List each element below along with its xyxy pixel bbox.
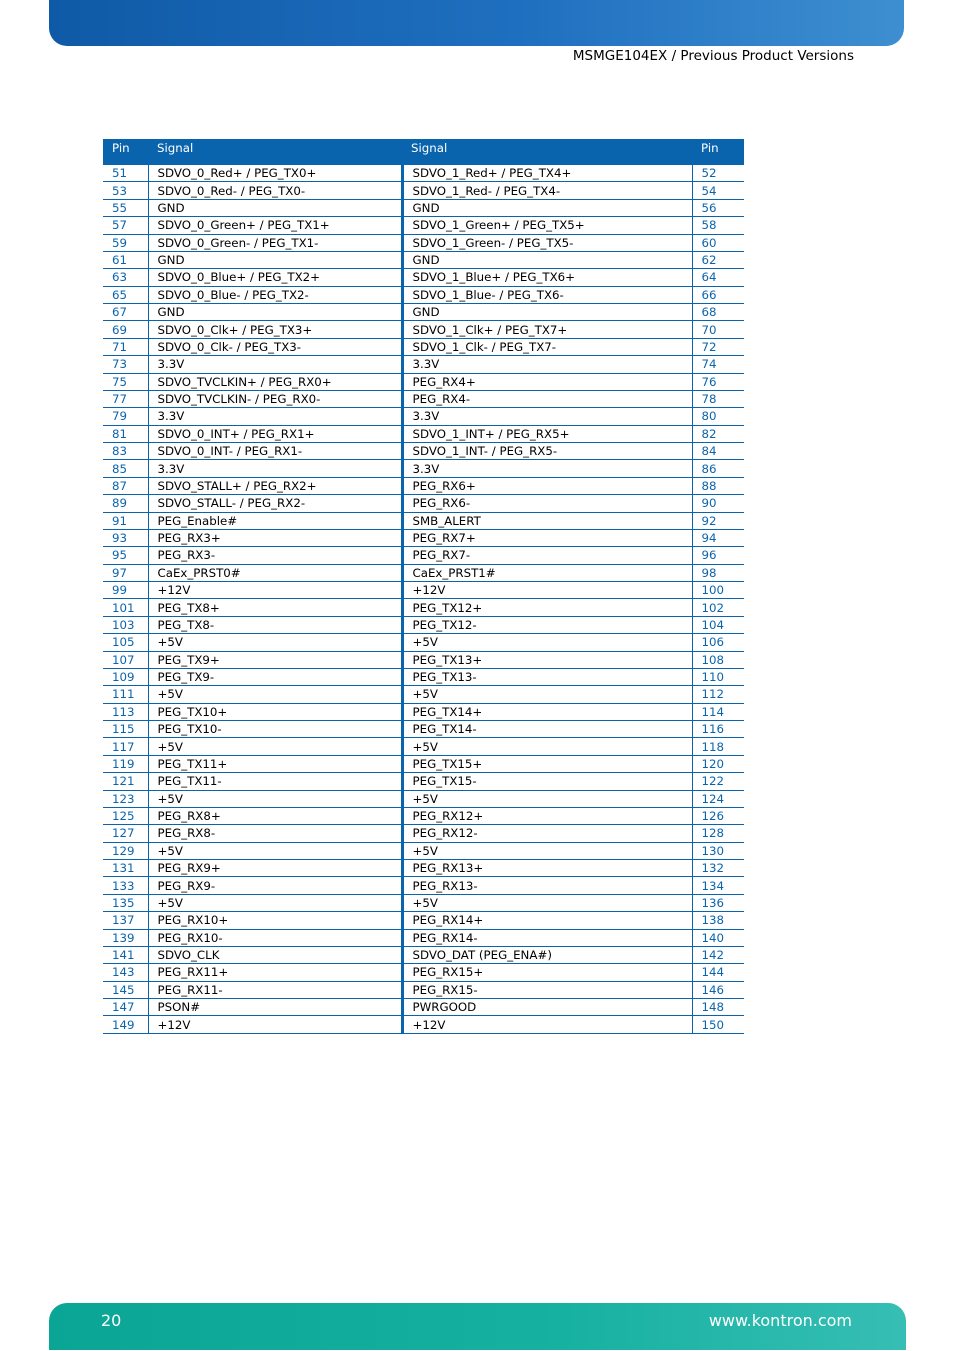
signal-right-cell: SDVO_1_Green- / PEG_TX5-: [402, 234, 692, 251]
pin-left-cell: 73: [103, 356, 148, 373]
pin-right-cell: 62: [692, 251, 744, 268]
pin-right-cell: 132: [692, 860, 744, 877]
pin-right-cell: 124: [692, 790, 744, 807]
header-signal-right: Signal: [402, 139, 692, 165]
pin-right-cell: 64: [692, 269, 744, 286]
table-row: [103, 338, 744, 355]
signal-right-cell: CaEx_PRST1#: [402, 564, 692, 581]
table-row: [103, 529, 744, 546]
pin-left-cell: 61: [103, 251, 148, 268]
signal-right-cell: SDVO_DAT (PEG_ENA#): [402, 946, 692, 963]
pin-right-cell: 126: [692, 807, 744, 824]
signal-right-cell: +5V: [402, 842, 692, 859]
pin-right-cell: 116: [692, 721, 744, 738]
table-row: [103, 425, 744, 442]
signal-left-cell: 3.3V: [148, 460, 402, 477]
pin-left-cell: 107: [103, 651, 148, 668]
document-title: MSMGE104EX / Previous Product Versions: [572, 48, 854, 64]
pin-right-cell: 94: [692, 529, 744, 546]
pin-left-cell: 131: [103, 860, 148, 877]
pin-right-cell: 92: [692, 512, 744, 529]
pin-left-cell: 127: [103, 825, 148, 842]
pin-right-cell: 76: [692, 373, 744, 390]
signal-right-cell: PWRGOOD: [402, 999, 692, 1016]
pin-right-cell: 96: [692, 547, 744, 564]
pin-right-cell: 118: [692, 738, 744, 755]
pin-right-cell: 122: [692, 773, 744, 790]
signal-left-cell: PEG_RX10+: [148, 912, 402, 929]
pin-left-cell: 85: [103, 460, 148, 477]
signal-right-cell: 3.3V: [402, 460, 692, 477]
signal-left-cell: +5V: [148, 894, 402, 911]
table-row: [103, 373, 744, 390]
table-row: [103, 912, 744, 929]
pin-left-cell: 65: [103, 286, 148, 303]
pin-left-cell: 71: [103, 338, 148, 355]
header-signal-left: Signal: [148, 139, 402, 165]
signal-right-cell: +12V: [402, 582, 692, 599]
pin-left-cell: 59: [103, 234, 148, 251]
pin-left-cell: 81: [103, 425, 148, 442]
signal-right-cell: PEG_RX7+: [402, 529, 692, 546]
pin-right-cell: 108: [692, 651, 744, 668]
table-row: [103, 773, 744, 790]
pin-left-cell: 139: [103, 929, 148, 946]
pin-right-cell: 66: [692, 286, 744, 303]
pin-left-cell: 105: [103, 634, 148, 651]
pin-right-cell: 120: [692, 755, 744, 772]
pin-right-cell: 58: [692, 217, 744, 234]
pin-right-cell: 82: [692, 425, 744, 442]
table-row: [103, 408, 744, 425]
signal-right-cell: SDVO_1_Blue+ / PEG_TX6+: [402, 269, 692, 286]
signal-right-cell: GND: [402, 251, 692, 268]
pin-right-cell: 114: [692, 703, 744, 720]
table-row: [103, 269, 744, 286]
pin-right-cell: 102: [692, 599, 744, 616]
signal-right-cell: PEG_RX13+: [402, 860, 692, 877]
header-pin-left: Pin: [103, 139, 148, 165]
pin-left-cell: 55: [103, 199, 148, 216]
signal-right-cell: +12V: [402, 1016, 692, 1033]
footer-bar: [49, 1303, 906, 1350]
signal-right-cell: PEG_RX12+: [402, 807, 692, 824]
pin-left-cell: 129: [103, 842, 148, 859]
table-row: [103, 165, 744, 182]
pin-left-cell: 137: [103, 912, 148, 929]
signal-right-cell: SDVO_1_INT+ / PEG_RX5+: [402, 425, 692, 442]
signal-left-cell: GND: [148, 304, 402, 321]
signal-right-cell: PEG_RX14+: [402, 912, 692, 929]
signal-left-cell: PSON#: [148, 999, 402, 1016]
table-row: [103, 703, 744, 720]
signal-right-cell: GND: [402, 304, 692, 321]
table-row: [103, 686, 744, 703]
pin-left-cell: 149: [103, 1016, 148, 1033]
signal-left-cell: +5V: [148, 634, 402, 651]
signal-right-cell: PEG_RX15-: [402, 981, 692, 998]
table-row: [103, 599, 744, 616]
signal-left-cell: SDVO_0_Red+ / PEG_TX0+: [148, 165, 402, 182]
pin-left-cell: 91: [103, 512, 148, 529]
signal-right-cell: +5V: [402, 738, 692, 755]
signal-right-cell: SDVO_1_Clk- / PEG_TX7-: [402, 338, 692, 355]
signal-right-cell: PEG_RX12-: [402, 825, 692, 842]
table-row: [103, 825, 744, 842]
signal-left-cell: PEG_RX3+: [148, 529, 402, 546]
pin-left-cell: 75: [103, 373, 148, 390]
pin-right-cell: 78: [692, 390, 744, 407]
pin-right-cell: 88: [692, 477, 744, 494]
pin-left-cell: 125: [103, 807, 148, 824]
signal-right-cell: GND: [402, 199, 692, 216]
signal-right-cell: PEG_RX6+: [402, 477, 692, 494]
pin-left-cell: 135: [103, 894, 148, 911]
signal-right-cell: SDVO_1_Red+ / PEG_TX4+: [402, 165, 692, 182]
pin-right-cell: 112: [692, 686, 744, 703]
pin-right-cell: 104: [692, 616, 744, 633]
signal-left-cell: PEG_RX11+: [148, 964, 402, 981]
pin-right-cell: 90: [692, 495, 744, 512]
pin-left-cell: 79: [103, 408, 148, 425]
pin-right-cell: 52: [692, 165, 744, 182]
signal-left-cell: GND: [148, 199, 402, 216]
header-bar: [49, 0, 904, 46]
pin-left-cell: 123: [103, 790, 148, 807]
pin-left-cell: 67: [103, 304, 148, 321]
pin-left-cell: 63: [103, 269, 148, 286]
signal-right-cell: +5V: [402, 634, 692, 651]
pin-right-cell: 72: [692, 338, 744, 355]
signal-left-cell: +5V: [148, 790, 402, 807]
table-row: [103, 512, 744, 529]
pin-left-cell: 77: [103, 390, 148, 407]
signal-left-cell: +12V: [148, 582, 402, 599]
table-row: [103, 634, 744, 651]
signal-left-cell: SDVO_0_INT+ / PEG_RX1+: [148, 425, 402, 442]
signal-left-cell: PEG_RX3-: [148, 547, 402, 564]
table-row: [103, 443, 744, 460]
table-row: [103, 547, 744, 564]
signal-left-cell: PEG_RX9-: [148, 877, 402, 894]
table-row: [103, 651, 744, 668]
pin-left-cell: 95: [103, 547, 148, 564]
pin-right-cell: 110: [692, 668, 744, 685]
signal-right-cell: +5V: [402, 686, 692, 703]
signal-right-cell: PEG_TX12-: [402, 616, 692, 633]
signal-left-cell: SDVO_0_Blue+ / PEG_TX2+: [148, 269, 402, 286]
pin-right-cell: 74: [692, 356, 744, 373]
table-row: [103, 721, 744, 738]
signal-left-cell: PEG_RX9+: [148, 860, 402, 877]
signal-right-cell: PEG_TX12+: [402, 599, 692, 616]
signal-right-cell: PEG_RX7-: [402, 547, 692, 564]
table-row: [103, 877, 744, 894]
signal-left-cell: SDVO_0_INT- / PEG_RX1-: [148, 443, 402, 460]
signal-right-cell: PEG_TX14-: [402, 721, 692, 738]
pin-left-cell: 53: [103, 182, 148, 199]
signal-left-cell: PEG_RX8+: [148, 807, 402, 824]
pin-left-cell: 99: [103, 582, 148, 599]
table-row: [103, 790, 744, 807]
pin-left-cell: 103: [103, 616, 148, 633]
pin-left-cell: 145: [103, 981, 148, 998]
pin-right-cell: 128: [692, 825, 744, 842]
pin-right-cell: 140: [692, 929, 744, 946]
table-row: [103, 894, 744, 911]
pin-left-cell: 109: [103, 668, 148, 685]
table-row: [103, 582, 744, 599]
signal-left-cell: PEG_TX9+: [148, 651, 402, 668]
signal-left-cell: GND: [148, 251, 402, 268]
signal-right-cell: PEG_TX15+: [402, 755, 692, 772]
pin-right-cell: 106: [692, 634, 744, 651]
pin-right-cell: 100: [692, 582, 744, 599]
pin-left-cell: 83: [103, 443, 148, 460]
pin-right-cell: 70: [692, 321, 744, 338]
signal-left-cell: SDVO_0_Green- / PEG_TX1-: [148, 234, 402, 251]
signal-left-cell: SDVO_CLK: [148, 946, 402, 963]
signal-left-cell: SDVO_TVCLKIN- / PEG_RX0-: [148, 390, 402, 407]
table-row: [103, 616, 744, 633]
pin-right-cell: 84: [692, 443, 744, 460]
signal-right-cell: SDVO_1_Green+ / PEG_TX5+: [402, 217, 692, 234]
pin-left-cell: 51: [103, 165, 148, 182]
signal-left-cell: PEG_TX8-: [148, 616, 402, 633]
signal-left-cell: SDVO_0_Clk- / PEG_TX3-: [148, 338, 402, 355]
signal-right-cell: PEG_RX15+: [402, 964, 692, 981]
table-row: [103, 842, 744, 859]
pinout-table: [103, 139, 744, 1034]
signal-right-cell: PEG_RX14-: [402, 929, 692, 946]
signal-left-cell: +5V: [148, 686, 402, 703]
signal-left-cell: SDVO_0_Green+ / PEG_TX1+: [148, 217, 402, 234]
signal-right-cell: PEG_RX6-: [402, 495, 692, 512]
table-row: [103, 929, 744, 946]
pin-left-cell: 117: [103, 738, 148, 755]
signal-right-cell: SMB_ALERT: [402, 512, 692, 529]
pin-left-cell: 115: [103, 721, 148, 738]
signal-left-cell: PEG_RX8-: [148, 825, 402, 842]
table-row: [103, 251, 744, 268]
table-row: [103, 286, 744, 303]
signal-left-cell: SDVO_STALL- / PEG_RX2-: [148, 495, 402, 512]
signal-left-cell: PEG_RX10-: [148, 929, 402, 946]
pin-left-cell: 97: [103, 564, 148, 581]
table-row: [103, 321, 744, 338]
signal-left-cell: SDVO_TVCLKIN+ / PEG_RX0+: [148, 373, 402, 390]
signal-left-cell: SDVO_0_Blue- / PEG_TX2-: [148, 286, 402, 303]
pin-right-cell: 54: [692, 182, 744, 199]
pin-right-cell: 86: [692, 460, 744, 477]
table-row: [103, 460, 744, 477]
pin-right-cell: 150: [692, 1016, 744, 1033]
pin-left-cell: 121: [103, 773, 148, 790]
pin-right-cell: 142: [692, 946, 744, 963]
signal-left-cell: SDVO_0_Clk+ / PEG_TX3+: [148, 321, 402, 338]
signal-left-cell: +5V: [148, 738, 402, 755]
pin-left-cell: 111: [103, 686, 148, 703]
pin-left-cell: 141: [103, 946, 148, 963]
pin-left-cell: 69: [103, 321, 148, 338]
table-row: [103, 860, 744, 877]
signal-right-cell: SDVO_1_Red- / PEG_TX4-: [402, 182, 692, 199]
table-row: [103, 807, 744, 824]
table-row: [103, 564, 744, 581]
pin-right-cell: 148: [692, 999, 744, 1016]
table-row: [103, 964, 744, 981]
pin-left-cell: 93: [103, 529, 148, 546]
table-row: [103, 182, 744, 199]
page-number: 20: [101, 1311, 122, 1330]
pin-right-cell: 56: [692, 199, 744, 216]
signal-left-cell: CaEx_PRST0#: [148, 564, 402, 581]
table-body: [103, 165, 744, 1033]
pin-right-cell: 144: [692, 964, 744, 981]
table-row: [103, 738, 744, 755]
signal-right-cell: SDVO_1_INT- / PEG_RX5-: [402, 443, 692, 460]
signal-left-cell: PEG_TX11-: [148, 773, 402, 790]
table-row: [103, 981, 744, 998]
table-header-row: [103, 139, 744, 165]
header-pin-right: Pin: [692, 139, 744, 165]
table-row: [103, 495, 744, 512]
signal-right-cell: SDVO_1_Blue- / PEG_TX6-: [402, 286, 692, 303]
table-row: [103, 217, 744, 234]
signal-right-cell: +5V: [402, 790, 692, 807]
pin-left-cell: 89: [103, 495, 148, 512]
pin-left-cell: 113: [103, 703, 148, 720]
table-row: [103, 755, 744, 772]
pin-right-cell: 130: [692, 842, 744, 859]
signal-right-cell: +5V: [402, 894, 692, 911]
table-row: [103, 946, 744, 963]
signal-right-cell: PEG_RX4+: [402, 373, 692, 390]
signal-right-cell: 3.3V: [402, 408, 692, 425]
table-row: [103, 390, 744, 407]
table-row: [103, 199, 744, 216]
signal-left-cell: SDVO_STALL+ / PEG_RX2+: [148, 477, 402, 494]
pin-right-cell: 98: [692, 564, 744, 581]
table-row: [103, 999, 744, 1016]
signal-left-cell: PEG_TX10+: [148, 703, 402, 720]
signal-right-cell: PEG_RX13-: [402, 877, 692, 894]
signal-left-cell: PEG_TX8+: [148, 599, 402, 616]
pin-left-cell: 87: [103, 477, 148, 494]
signal-left-cell: PEG_TX11+: [148, 755, 402, 772]
pin-right-cell: 138: [692, 912, 744, 929]
signal-right-cell: PEG_TX15-: [402, 773, 692, 790]
signal-right-cell: PEG_TX13-: [402, 668, 692, 685]
pin-right-cell: 68: [692, 304, 744, 321]
pin-right-cell: 146: [692, 981, 744, 998]
table-row: [103, 304, 744, 321]
table-row: [103, 668, 744, 685]
signal-left-cell: PEG_TX9-: [148, 668, 402, 685]
pin-left-cell: 143: [103, 964, 148, 981]
table-row: [103, 1016, 744, 1033]
signal-left-cell: PEG_RX11-: [148, 981, 402, 998]
signal-left-cell: +12V: [148, 1016, 402, 1033]
pin-right-cell: 134: [692, 877, 744, 894]
signal-left-cell: PEG_Enable#: [148, 512, 402, 529]
pin-left-cell: 147: [103, 999, 148, 1016]
table-row: [103, 356, 744, 373]
signal-right-cell: PEG_TX14+: [402, 703, 692, 720]
signal-right-cell: PEG_TX13+: [402, 651, 692, 668]
table-row: [103, 234, 744, 251]
pin-right-cell: 80: [692, 408, 744, 425]
signal-left-cell: 3.3V: [148, 408, 402, 425]
signal-right-cell: SDVO_1_Clk+ / PEG_TX7+: [402, 321, 692, 338]
pin-left-cell: 119: [103, 755, 148, 772]
signal-right-cell: PEG_RX4-: [402, 390, 692, 407]
signal-left-cell: +5V: [148, 842, 402, 859]
pin-left-cell: 57: [103, 217, 148, 234]
signal-left-cell: 3.3V: [148, 356, 402, 373]
signal-left-cell: SDVO_0_Red- / PEG_TX0-: [148, 182, 402, 199]
pin-right-cell: 136: [692, 894, 744, 911]
website-link[interactable]: www.kontron.com: [708, 1311, 852, 1330]
pin-left-cell: 101: [103, 599, 148, 616]
signal-right-cell: 3.3V: [402, 356, 692, 373]
pin-left-cell: 133: [103, 877, 148, 894]
signal-left-cell: PEG_TX10-: [148, 721, 402, 738]
table-row: [103, 477, 744, 494]
pin-right-cell: 60: [692, 234, 744, 251]
